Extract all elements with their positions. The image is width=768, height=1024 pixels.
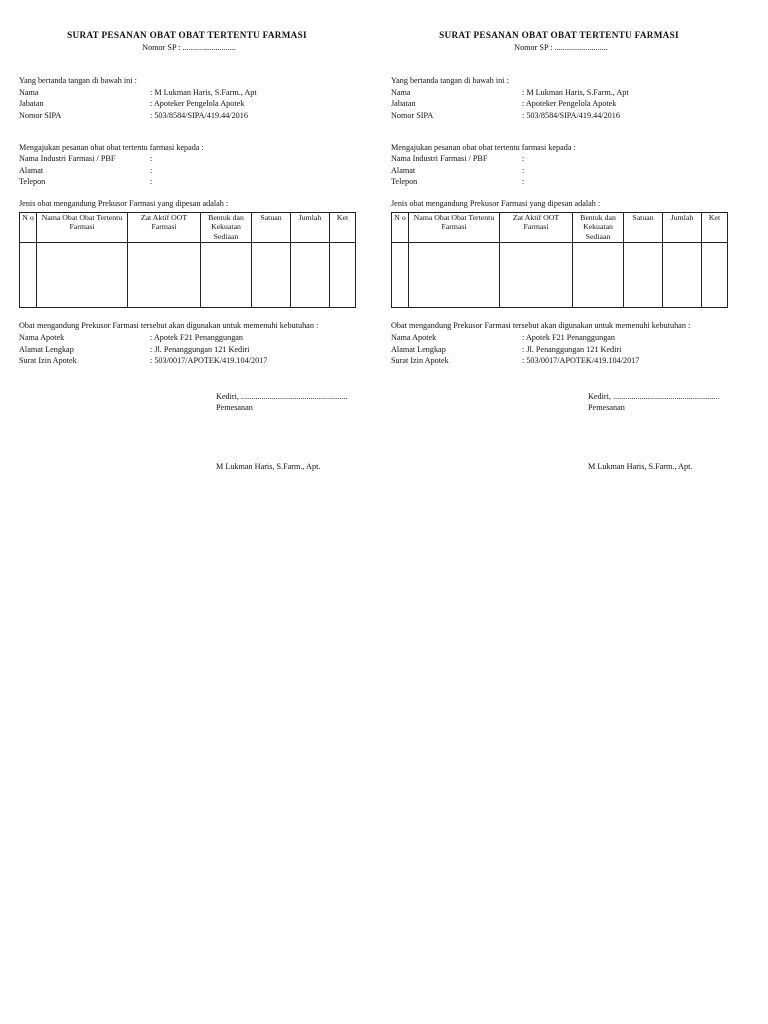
signatory-intro: Yang bertanda tangan di bawah ini : xyxy=(19,76,137,86)
table-cell[interactable] xyxy=(252,243,291,308)
signatory-sipa-row xyxy=(391,110,731,122)
pharmacy-license-row xyxy=(19,355,359,367)
table-header-row xyxy=(392,212,728,243)
field-value: : xyxy=(522,165,525,175)
field-value: : xyxy=(150,154,153,164)
field-label: Surat Izin Apotek xyxy=(391,356,449,366)
table-cell[interactable] xyxy=(20,243,37,308)
field-value: : Apoteker Pengelola Apotek xyxy=(150,99,245,109)
field-label: Nama Apotek xyxy=(19,332,65,342)
field-value: : Apotek F21 Penanggungan xyxy=(522,332,616,342)
order-form-left xyxy=(19,30,359,472)
supplier-name-row xyxy=(391,153,731,165)
field-label: Alamat xyxy=(391,165,416,175)
signatory-position-row xyxy=(391,98,731,110)
field-value: : M Lukman Haris, S.Farm., Apt xyxy=(522,87,629,97)
usage-intro: Obat mengandung Prekusor Farmasi tersebut akan digunakan untuk memenuhi kebutuhan : xyxy=(391,321,691,331)
field-value: : xyxy=(522,177,525,187)
col-header-no: N o xyxy=(392,212,409,243)
col-header-drug-name: Nama Obat Obat Tertentu Farmasi xyxy=(409,212,500,243)
field-value: : xyxy=(522,154,525,164)
field-value: : xyxy=(150,165,153,175)
col-header-dosage-form: Bentuk dan Kekuatan Sediaan xyxy=(573,212,624,243)
supplier-address-row xyxy=(391,165,731,177)
supplier-phone-row xyxy=(19,176,359,188)
field-label: Nama xyxy=(391,87,411,97)
table-intro: Jenis obat mengandung Prekusor Farmasi yang dipesan adalah : xyxy=(19,198,229,208)
usage-intro: Obat mengandung Prekusor Farmasi tersebut akan digunakan untuk memenuhi kebutuhan : xyxy=(19,321,319,331)
signatory-name-row xyxy=(19,87,359,99)
table-header-row xyxy=(20,212,356,243)
table-cell[interactable] xyxy=(663,243,702,308)
pharmacy-address-row xyxy=(19,344,359,356)
field-value: : Jl. Penanggungan 121 Kediri xyxy=(150,344,250,354)
col-header-unit: Satuan xyxy=(252,212,291,243)
table-row xyxy=(392,243,728,308)
order-form-right xyxy=(391,30,731,472)
field-label: Alamat Lengkap xyxy=(19,344,74,354)
table-cell[interactable] xyxy=(702,243,728,308)
col-header-drug-name: Nama Obat Obat Tertentu Farmasi xyxy=(37,212,128,243)
order-table xyxy=(19,212,356,309)
table-cell[interactable] xyxy=(128,243,201,308)
field-value: : Jl. Penanggungan 121 Kediri xyxy=(522,344,622,354)
pharmacy-name-row xyxy=(19,332,359,344)
field-value: : Apotek F21 Penanggungan xyxy=(150,332,244,342)
order-table xyxy=(391,212,728,309)
pharmacy-address-row xyxy=(391,344,731,356)
field-label: Jabatan xyxy=(19,99,44,109)
place-date: Kediri, .................................................... xyxy=(216,391,348,401)
field-label: Nama Apotek xyxy=(391,332,437,342)
table-cell[interactable] xyxy=(201,243,252,308)
field-value: : 503/0017/APOTEK/419.104/2017 xyxy=(150,356,268,366)
table-cell[interactable] xyxy=(573,243,624,308)
field-value: : 503/0017/APOTEK/419.104/2017 xyxy=(522,356,640,366)
field-label: Nomor SIPA xyxy=(391,110,434,120)
field-value: : Apoteker Pengelola Apotek xyxy=(522,99,617,109)
col-header-dosage-form: Bentuk dan Kekuatan Sediaan xyxy=(201,212,252,243)
field-value: : 503/8584/SIPA/419.44/2016 xyxy=(522,110,620,120)
field-label: Surat Izin Apotek xyxy=(19,356,77,366)
field-value: : M Lukman Haris, S.Farm., Apt xyxy=(150,87,257,97)
signatory-intro: Yang bertanda tangan di bawah ini : xyxy=(391,76,509,86)
form-title: SURAT PESANAN OBAT OBAT TERTENTU FARMASI xyxy=(67,30,307,40)
field-value: : xyxy=(150,177,153,187)
table-cell[interactable] xyxy=(37,243,128,308)
nomor-sp: Nomor SP : .......................... xyxy=(142,42,236,52)
table-row xyxy=(20,243,356,308)
col-header-active-substance: Zat Aktif OOT Farmasi xyxy=(128,212,201,243)
request-intro: Mengajukan pesanan obat obat tertentu farmasi kepada : xyxy=(19,142,204,152)
signatory-name-row xyxy=(391,87,731,99)
col-header-quantity: Jumlah xyxy=(663,212,702,243)
col-header-notes: Ket xyxy=(330,212,356,243)
table-cell[interactable] xyxy=(500,243,573,308)
field-label: Nama Industri Farmasi / PBF xyxy=(391,154,488,164)
place-date: Kediri, .................................................... xyxy=(588,391,720,401)
table-cell[interactable] xyxy=(392,243,409,308)
field-label: Telepon xyxy=(19,177,46,187)
table-cell[interactable] xyxy=(409,243,500,308)
signatory-position-row xyxy=(19,98,359,110)
col-header-notes: Ket xyxy=(702,212,728,243)
field-label: Nomor SIPA xyxy=(19,110,62,120)
table-cell[interactable] xyxy=(624,243,663,308)
table-cell[interactable] xyxy=(291,243,330,308)
col-header-active-substance: Zat Aktif OOT Farmasi xyxy=(500,212,573,243)
form-title: SURAT PESANAN OBAT OBAT TERTENTU FARMASI xyxy=(439,30,679,40)
pharmacy-license-row xyxy=(391,355,731,367)
field-label: Telepon xyxy=(391,177,418,187)
supplier-address-row xyxy=(19,165,359,177)
signer-name: M Lukman Haris, S.Farm., Apt. xyxy=(588,461,693,471)
orderer-role: Pemesanan xyxy=(216,403,253,413)
table-cell[interactable] xyxy=(330,243,356,308)
field-label: Jabatan xyxy=(391,99,416,109)
field-value: : 503/8584/SIPA/419.44/2016 xyxy=(150,110,248,120)
table-intro: Jenis obat mengandung Prekusor Farmasi yang dipesan adalah : xyxy=(391,198,601,208)
field-label: Nama Industri Farmasi / PBF xyxy=(19,154,116,164)
signer-name: M Lukman Haris, S.Farm., Apt. xyxy=(216,461,321,471)
request-intro: Mengajukan pesanan obat obat tertentu farmasi kepada : xyxy=(391,142,576,152)
signatory-sipa-row xyxy=(19,110,359,122)
field-label: Alamat Lengkap xyxy=(391,344,446,354)
field-label: Nama xyxy=(19,87,39,97)
pharmacy-name-row xyxy=(391,332,731,344)
supplier-name-row xyxy=(19,153,359,165)
supplier-phone-row xyxy=(391,176,731,188)
col-header-no: N o xyxy=(20,212,37,243)
nomor-sp: Nomor SP : .......................... xyxy=(514,42,608,52)
field-label: Alamat xyxy=(19,165,44,175)
col-header-unit: Satuan xyxy=(624,212,663,243)
col-header-quantity: Jumlah xyxy=(291,212,330,243)
orderer-role: Pemesanan xyxy=(588,403,625,413)
